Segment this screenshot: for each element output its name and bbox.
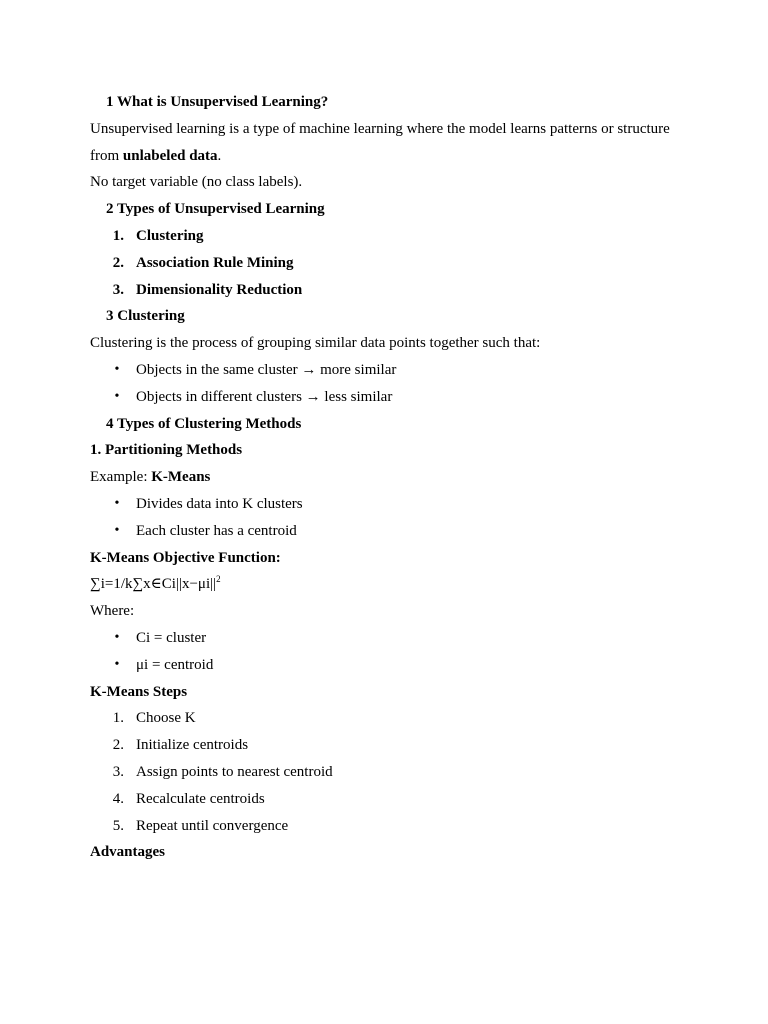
section-3-heading: 3 Clustering xyxy=(106,308,185,325)
section-1-paragraph-2: No target variable (no class labels). xyxy=(90,174,303,191)
list-item-text: Clustering xyxy=(136,227,204,244)
partitioning-methods-heading: 1. Partitioning Methods xyxy=(90,442,243,459)
list-item-text: Objects in the same cluster → more similar xyxy=(136,361,397,378)
section-1-heading: 1 What is Unsupervised Learning? xyxy=(106,94,329,110)
list-item xyxy=(90,250,690,277)
section-3-intro: Clustering is the process of grouping similar data points together such that: xyxy=(90,335,541,352)
list-item xyxy=(90,759,690,786)
example-label: Example: xyxy=(90,469,152,486)
list-item xyxy=(90,625,690,652)
list-item xyxy=(90,277,690,304)
formula-text: ∑i=1/k∑x∈Ci||x−μi|| xyxy=(90,576,217,593)
section-1-paragraph-line-1: Unsupervised learning is a type of machine learning where the model learns patterns or structure xyxy=(90,120,670,137)
list-item xyxy=(90,384,690,411)
bullet-icon: • xyxy=(114,495,120,511)
formula-exponent: 2 xyxy=(216,574,221,585)
list-item-text: Repeat until convergence xyxy=(136,817,289,834)
kmeans-steps-heading: K-Means Steps xyxy=(90,683,188,700)
list-item xyxy=(90,518,690,545)
list-item-text: Initialize centroids xyxy=(136,737,249,754)
example-line xyxy=(90,464,690,491)
list-item xyxy=(90,786,690,813)
list-item xyxy=(90,705,690,732)
objective-function-heading: K-Means Objective Function: xyxy=(90,549,281,566)
list-item xyxy=(90,732,690,759)
list-item xyxy=(90,223,690,250)
paragraph-text: from xyxy=(90,147,123,164)
list-number: 1. xyxy=(112,710,124,727)
bullet-icon: • xyxy=(114,388,120,404)
list-number: 1. xyxy=(112,227,124,244)
where-label: Where: xyxy=(90,603,135,620)
list-item-text: Recalculate centroids xyxy=(136,790,265,807)
list-number: 3. xyxy=(112,763,124,780)
list-item xyxy=(90,652,690,679)
list-item xyxy=(90,357,690,384)
bullet-icon: • xyxy=(114,629,120,645)
list-item-text: Assign points to nearest centroid xyxy=(136,763,333,780)
list-item-text: Each cluster has a centroid xyxy=(136,522,297,539)
list-item-text: Association Rule Mining xyxy=(136,254,294,271)
list-item xyxy=(90,813,690,840)
list-item xyxy=(90,491,690,518)
list-number: 3. xyxy=(112,281,124,298)
list-item-text: Choose K xyxy=(136,710,196,727)
advantages-heading: Advantages xyxy=(90,844,166,861)
list-item-text: Divides data into K clusters xyxy=(136,495,303,512)
list-item-text: Objects in different clusters → less similar xyxy=(136,388,393,405)
list-item-text: Ci = cluster xyxy=(136,629,207,646)
bullet-icon: • xyxy=(114,656,120,672)
list-item-text: Dimensionality Reduction xyxy=(136,281,303,298)
list-item-text: μi = centroid xyxy=(136,656,214,673)
example-value: K-Means xyxy=(151,469,211,486)
section-1-paragraph-line-2 xyxy=(90,143,690,170)
list-number: 2. xyxy=(112,254,124,271)
paragraph-text: . xyxy=(217,147,222,164)
objective-formula xyxy=(90,571,690,598)
bullet-icon: • xyxy=(114,361,120,377)
list-number: 2. xyxy=(112,737,124,754)
section-4-heading: 4 Types of Clustering Methods xyxy=(106,415,302,432)
document-page xyxy=(90,89,690,866)
section-2-heading: 2 Types of Unsupervised Learning xyxy=(106,201,325,218)
list-number: 4. xyxy=(112,790,124,807)
bullet-icon: • xyxy=(114,522,120,538)
paragraph-emphasis: unlabeled data xyxy=(122,147,218,164)
list-number: 5. xyxy=(112,817,124,834)
